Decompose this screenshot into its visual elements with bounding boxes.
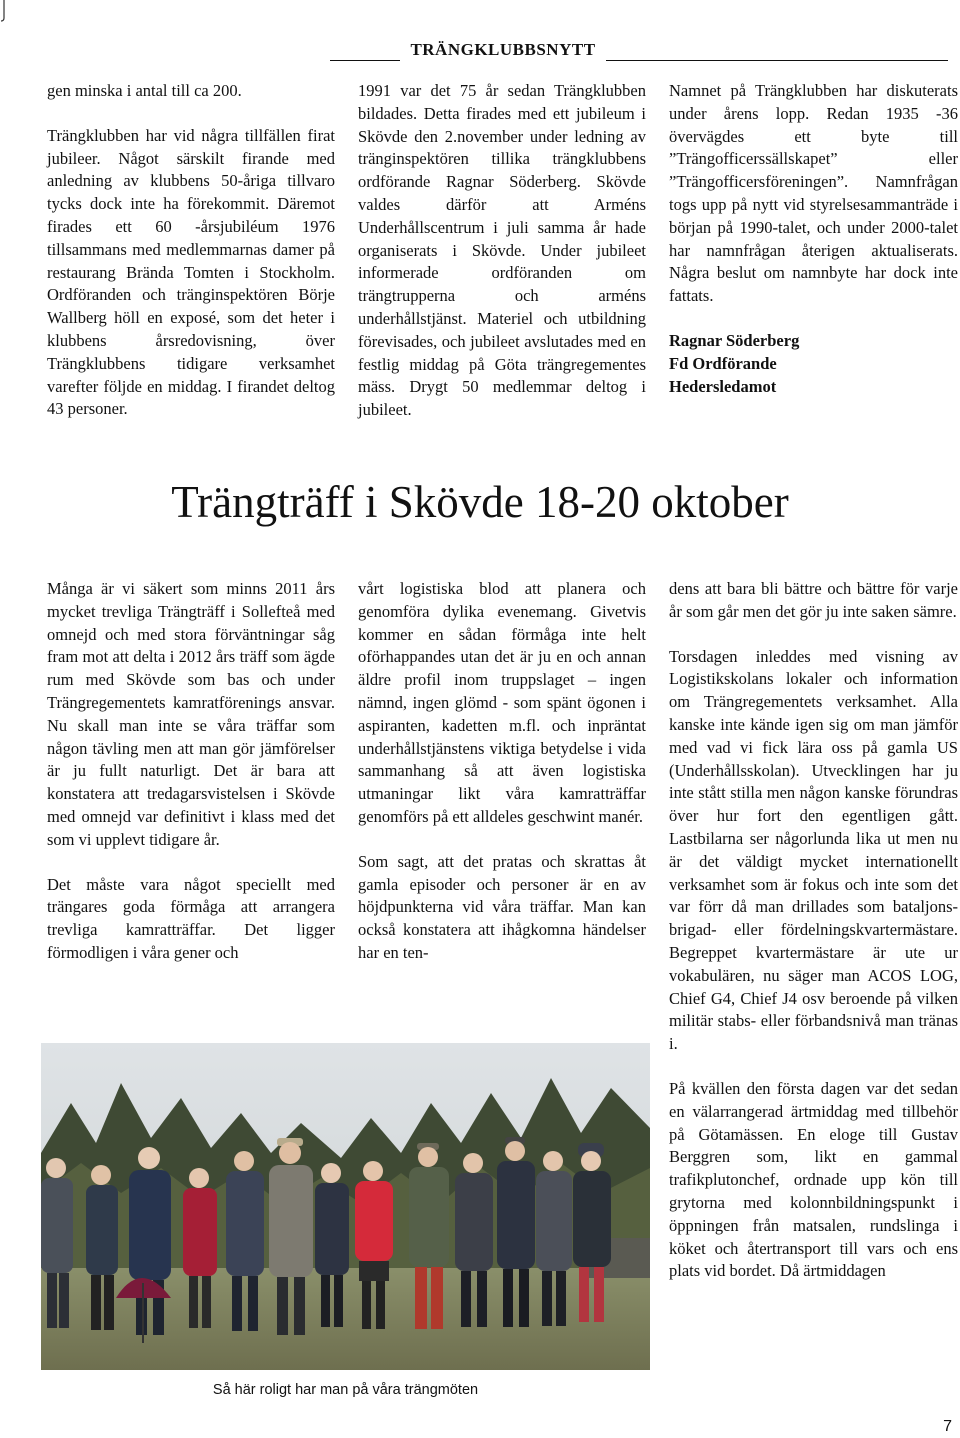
- header-rule-left: [330, 60, 400, 61]
- top-article-col3: [669, 80, 958, 398]
- paragraph: Torsdagen inleddes med visning av Logistikskolans lokaler och information om Trängregementets verksamhet. Alla kanske inte kände igen sig om man jämför med vad vi fick lära oss på gamla US (Underhållsskolan). Utvecklingen har ju inte stått stilla men någon kanske förundras över hur fort den egentligen gått. Lastbilarna ser någorlunda lika ut men nu är det väldigt mycket internationellt verksamhet som är fokus och inte som det var förr då man drillades som bataljons- brigad- eller fördelningskvartermästare. Begreppet kvartermästare är ute ur vokabulären, nu säger man ACOS LOG, Chief G4, Chief J4 osv beroende på vilken militär stabs- eller förbandsnivå man tränas i.: [669, 646, 958, 1054]
- group-photo-illustration: [41, 1043, 650, 1370]
- paragraph: Det måste vara något speciellt med trängares goda förmåga att arrangera trevliga kamratträffar. Det ligger förmodligen i våra gener och: [47, 874, 335, 962]
- photo-caption: Så här roligt har man på våra trängmöten: [212, 1382, 479, 1398]
- paragraph: dens att bara bli bättre och bättre för varje år som går men det gör ju inte saken sämre.: [669, 579, 958, 621]
- article-headline: Trängträff i Skövde 18-20 oktober: [171, 477, 789, 527]
- paragraph: 1991 var det 75 år sedan Trängklubben bildades. Detta firades med ett jubileum i Skövde den 2.november under ledning av tränginspektören tillika trängklubbens ordförande Ragnar Söderberg. Skövde valdes därför att Arméns Underhållscentrum i juli samma år hade organiserats i Skövde. Under jubileet informerade ordföranden om trängtrupperna och arméns underhållstjänst. Materiel och utbildning förevisades, och jubileet avslutades med en festlig middag på Göta trängregementes mäss. Drygt 50 medlemmar deltog i jubileet.: [358, 81, 646, 420]
- top-article-col2: [358, 80, 646, 422]
- paragraph: Trängklubben har vid några tillfällen firat jubileer. Något särskilt firande med anledning av klubbens 50-åriga tillvaro tycks dock inte ha förekommit. Däremot firades ett 60 -årsjubiléum 1976 tillsammans med medlemmarnas damer på restaurang Brända Tomten i Stockholm. Ordföranden och tränginspektören Börje Wallberg höll en exposé, som det heter i klubbens årsredovisning, över Trängklubbens tidigare verksamhet varefter följde en middag. I firandet deltog 43 personer.: [47, 125, 335, 419]
- paragraph: På kvällen den första dagen var det sedan en välarrangerad ärtmiddag med tillbehör på Götamässen. En eloge till Gustav Berggren som, likt en gammal trafikplutonchef, ordnade upp kön till grytorna med kolonnbildningspunkt i öppningen från matsalen, rundslinga i köket och återtransport till vars och ens plats vid bordet. Då ärtmiddagen: [669, 1078, 958, 1281]
- signature-title: Hedersledamot: [669, 376, 777, 396]
- top-article-col1: [47, 80, 335, 421]
- signature: [669, 330, 958, 398]
- signature-name: Ragnar Söderberg: [669, 330, 800, 350]
- page-number: 7: [943, 1418, 952, 1435]
- paragraph: Namnet på Trängklubben har diskuterats under årens lopp. Redan 1935 -36 övervägdes ett byte till ”Trängofficerssällskapet” eller ”Trängofficersföreningen”. Namnfrågan togs upp på nytt vid styrelsesammanträde i början på 1990-talet, och under 2000-talet har namnfrågan återigen aktualiserats. Några beslut om namnbyte har dock inte fattats.: [669, 81, 958, 306]
- paragraph: Som sagt, att det pratas och skrattas åt gamla episoder och personer är en av höjdpunkterna vid våra träffar. Man kan också konstatera att ihågkomna händelser har en ten-: [358, 851, 646, 962]
- paragraph: Många är vi säkert som minns 2011 års mycket trevliga Trängträff i Sollefteå med omnejd och med stora förväntningar såg fram mot att delta i 2012 års träff som ägde rum med Skövde som bas och under Trängregementets kamratförenings ansvar. Nu skall man inte se våra träffar som någon tävling men att man gör jämförelser är ju fullt naturligt. Det är bara att konstatera att tredagarsvistelsen i Skövde med omnejd var definitivt i klass med det som vi upplevt tidigare år.: [47, 579, 335, 849]
- bottom-article-col1: [47, 578, 335, 965]
- paragraph: gen minska i antal till ca 200.: [47, 81, 242, 100]
- header-rule-right: [606, 60, 948, 61]
- bottom-article-col3: [669, 578, 958, 1283]
- corner-crop-mark: [0, 0, 10, 22]
- signature-role: Fd Ordförande: [669, 353, 777, 373]
- section-header: TRÄNGKLUBBSNYTT: [410, 40, 596, 59]
- paragraph: vårt logistiska blod att planera och genomföra dylika evenemang. Givetvis kommer en sådan förmåga inte helt oförhappandes utan det är ju en och annan äldre profil inom truppslaget – ingen nämnd, ingen glömd - som spänt ögonen i aspiranten, kadetten m.fl. och inpräntat underhållstjänstens viktiga betydelse i vida sammanhang så att även logistiska utmaningar likt våra kamratträffar genomförs på ett alldeles geschwint manér.: [358, 579, 646, 826]
- group-photo: [41, 1043, 650, 1370]
- bottom-article-col2: [358, 578, 646, 965]
